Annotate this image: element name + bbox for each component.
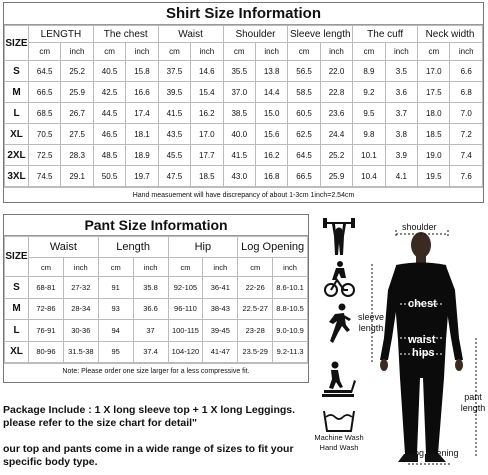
pant-size-table: [3, 214, 309, 383]
group-header: Neck width: [418, 26, 483, 43]
unit-cell: cm: [418, 43, 450, 61]
machine-wash-icon: [322, 408, 356, 434]
value-cell: 19.5: [418, 166, 450, 187]
value-cell: 15.6: [255, 124, 287, 145]
value-cell: 70.5: [29, 124, 61, 145]
units-row: [5, 258, 308, 277]
unit-cell: inch: [61, 43, 93, 61]
sizes-line: specific body type.: [3, 456, 98, 468]
value-cell: 64.5: [288, 145, 320, 166]
value-cell: 7.2: [450, 124, 483, 145]
table-row: [5, 277, 308, 299]
table-row: [5, 145, 483, 166]
value-cell: 17.4: [126, 103, 158, 124]
value-cell: 14.4: [255, 82, 287, 103]
cycling-icon: [322, 260, 356, 300]
value-cell: 39.5: [158, 82, 190, 103]
value-cell: 4.1: [385, 166, 417, 187]
size-cell: M: [5, 82, 29, 103]
sleeve-length-label: [356, 312, 386, 334]
value-cell: 58.5: [288, 82, 320, 103]
pant-line: pant: [464, 392, 482, 402]
shirt-table-title: Shirt Size Information: [4, 3, 483, 25]
unit-cell: inch: [63, 258, 98, 277]
value-cell: 24.4: [320, 124, 352, 145]
value-cell: 50.5: [93, 166, 125, 187]
unit-cell: cm: [29, 43, 61, 61]
value-cell: 16.2: [191, 103, 223, 124]
table-row: [5, 320, 308, 342]
value-cell: 16.8: [255, 166, 287, 187]
unit-cell: cm: [29, 258, 64, 277]
value-cell: 95: [98, 341, 133, 363]
value-cell: 100-115: [168, 320, 203, 342]
value-cell: 19.0: [418, 145, 450, 166]
group-header: Shoulder: [223, 26, 288, 43]
value-cell: 47.5: [158, 166, 190, 187]
value-cell: 17.0: [418, 61, 450, 82]
unit-cell: cm: [158, 43, 190, 61]
value-cell: 36.6: [133, 298, 168, 320]
unit-cell: inch: [320, 43, 352, 61]
value-cell: 6.8: [450, 82, 483, 103]
shirt-note: Hand measuement will have discrepancy of about 1-3cm 1inch=2.54cm: [4, 187, 483, 203]
value-cell: 10.4: [353, 166, 385, 187]
value-cell: 29.1: [61, 166, 93, 187]
value-cell: 3.6: [385, 82, 417, 103]
table-row: [5, 166, 483, 187]
value-cell: 23.5-29: [238, 341, 273, 363]
value-cell: 25.2: [61, 61, 93, 82]
value-cell: 7.0: [450, 103, 483, 124]
value-cell: 18.5: [191, 166, 223, 187]
unit-cell: inch: [385, 43, 417, 61]
size-header: SIZE: [5, 26, 29, 61]
value-cell: 46.5: [93, 124, 125, 145]
value-cell: 38.5: [223, 103, 255, 124]
value-cell: 14.6: [191, 61, 223, 82]
value-cell: 104-120: [168, 341, 203, 363]
group-header: The chest: [93, 26, 158, 43]
value-cell: 40.0: [223, 124, 255, 145]
shirt-size-grid: [4, 25, 483, 187]
value-cell: 13.8: [255, 61, 287, 82]
value-cell: 22.8: [320, 82, 352, 103]
value-cell: 3.7: [385, 103, 417, 124]
size-cell: M: [5, 298, 29, 320]
value-cell: 17.0: [191, 124, 223, 145]
table-row: [5, 124, 483, 145]
group-header: Waist: [158, 26, 223, 43]
hips-label: hips: [412, 347, 435, 359]
size-cell: 2XL: [5, 145, 29, 166]
value-cell: 40.5: [93, 61, 125, 82]
size-cell: XL: [5, 124, 29, 145]
size-header: SIZE: [5, 237, 29, 277]
group-header: Log Opening: [238, 237, 308, 258]
value-cell: 3.5: [385, 61, 417, 82]
value-cell: 16.6: [126, 82, 158, 103]
value-cell: 10.1: [353, 145, 385, 166]
unit-cell: cm: [168, 258, 203, 277]
group-header: LENGTH: [29, 26, 94, 43]
table-row: [5, 61, 483, 82]
value-cell: 22.5-27: [238, 298, 273, 320]
value-cell: 39-45: [203, 320, 238, 342]
group-header: Sleeve length: [288, 26, 353, 43]
group-header: The cuff: [353, 26, 418, 43]
wash-label: [308, 433, 370, 453]
value-cell: 15.4: [191, 82, 223, 103]
value-cell: 38-43: [203, 298, 238, 320]
value-cell: 19.7: [126, 166, 158, 187]
package-line: please refer to the size chart for detail": [3, 417, 198, 429]
unit-cell: inch: [133, 258, 168, 277]
value-cell: 72.5: [29, 145, 61, 166]
value-cell: 94: [98, 320, 133, 342]
unit-cell: inch: [191, 43, 223, 61]
value-cell: 96-110: [168, 298, 203, 320]
unit-cell: inch: [203, 258, 238, 277]
wash-line: Hand Wash: [319, 443, 359, 452]
value-cell: 37.0: [223, 82, 255, 103]
unit-cell: cm: [238, 258, 273, 277]
value-cell: 9.2-11.3: [273, 341, 308, 363]
sleeve-line: length: [358, 323, 384, 333]
unit-cell: cm: [353, 43, 385, 61]
value-cell: 37: [133, 320, 168, 342]
value-cell: 26.7: [61, 103, 93, 124]
value-cell: 9.2: [353, 82, 385, 103]
weightlifting-icon: [322, 215, 356, 259]
value-cell: 27.5: [61, 124, 93, 145]
value-cell: 43.5: [158, 124, 190, 145]
value-cell: 66.5: [288, 166, 320, 187]
value-cell: 6.6: [450, 61, 483, 82]
table-row: [5, 341, 308, 363]
value-cell: 45.5: [158, 145, 190, 166]
value-cell: 42.5: [93, 82, 125, 103]
value-cell: 48.5: [93, 145, 125, 166]
value-cell: 44.5: [93, 103, 125, 124]
group-header: Hip: [168, 237, 238, 258]
value-cell: 7.4: [450, 145, 483, 166]
waist-label: waist: [408, 334, 436, 346]
value-cell: 18.9: [126, 145, 158, 166]
unit-cell: inch: [450, 43, 483, 61]
value-cell: 27-32: [63, 277, 98, 299]
value-cell: 62.5: [288, 124, 320, 145]
value-cell: 41.5: [223, 145, 255, 166]
value-cell: 22.0: [320, 61, 352, 82]
pant-line: length: [460, 403, 486, 413]
pant-table-title: Pant Size Information: [4, 215, 308, 236]
shirt-rows: [5, 61, 483, 187]
value-cell: 35.8: [133, 277, 168, 299]
unit-cell: inch: [255, 43, 287, 61]
value-cell: 16.2: [255, 145, 287, 166]
value-cell: 35.5: [223, 61, 255, 82]
value-cell: 41.5: [158, 103, 190, 124]
value-cell: 56.5: [288, 61, 320, 82]
wash-line: Machine Wash: [314, 433, 364, 442]
value-cell: 80-96: [29, 341, 64, 363]
pant-length-label: [458, 392, 488, 414]
pant-size-grid: [4, 236, 308, 363]
sizes-text: [3, 443, 309, 469]
package-text: [3, 404, 309, 430]
shoulder-label: shoulder: [402, 222, 437, 232]
size-cell: XL: [5, 341, 29, 363]
value-cell: 92-105: [168, 277, 203, 299]
value-cell: 37.5: [158, 61, 190, 82]
sleeve-line: sleeve: [357, 312, 384, 322]
value-cell: 8.6-10.1: [273, 277, 308, 299]
value-cell: 74.5: [29, 166, 61, 187]
value-cell: 25.9: [320, 166, 352, 187]
value-cell: 23.6: [320, 103, 352, 124]
table-row: [5, 82, 483, 103]
group-header: Waist: [29, 237, 99, 258]
value-cell: 64.5: [29, 61, 61, 82]
value-cell: 68.5: [29, 103, 61, 124]
chest-label: chest: [408, 298, 437, 310]
value-cell: 68-81: [29, 277, 64, 299]
value-cell: 25.9: [61, 82, 93, 103]
value-cell: 18.5: [418, 124, 450, 145]
value-cell: 93: [98, 298, 133, 320]
table-row: [5, 298, 308, 320]
value-cell: 9.5: [353, 103, 385, 124]
shirt-size-table: [3, 2, 484, 203]
size-cell: S: [5, 61, 29, 82]
value-cell: 30-36: [63, 320, 98, 342]
value-cell: 91: [98, 277, 133, 299]
unit-cell: cm: [93, 43, 125, 61]
treadmill-icon: [320, 361, 358, 405]
value-cell: 36-41: [203, 277, 238, 299]
size-cell: 3XL: [5, 166, 29, 187]
value-cell: 9.8: [353, 124, 385, 145]
log-opening-label: log opening: [412, 448, 459, 458]
package-line: Package Include : 1 X long sleeve top + 1 X long Leggings.: [3, 404, 296, 416]
unit-cell: cm: [288, 43, 320, 61]
unit-cell: inch: [273, 258, 308, 277]
value-cell: 43.0: [223, 166, 255, 187]
running-icon: [324, 303, 354, 347]
value-cell: 76-91: [29, 320, 64, 342]
value-cell: 3.8: [385, 124, 417, 145]
units-row: [5, 43, 483, 61]
value-cell: 18.1: [126, 124, 158, 145]
value-cell: 72-86: [29, 298, 64, 320]
value-cell: 3.9: [385, 145, 417, 166]
size-cell: L: [5, 320, 29, 342]
value-cell: 66.5: [29, 82, 61, 103]
value-cell: 41-47: [203, 341, 238, 363]
value-cell: 15.0: [255, 103, 287, 124]
value-cell: 37.4: [133, 341, 168, 363]
pant-rows: [5, 277, 308, 363]
value-cell: 7.6: [450, 166, 483, 187]
table-row: [5, 103, 483, 124]
value-cell: 28-34: [63, 298, 98, 320]
group-header: Length: [98, 237, 168, 258]
unit-cell: inch: [126, 43, 158, 61]
value-cell: 60.5: [288, 103, 320, 124]
value-cell: 9.0-10.9: [273, 320, 308, 342]
value-cell: 17.5: [418, 82, 450, 103]
value-cell: 22-26: [238, 277, 273, 299]
value-cell: 25.2: [320, 145, 352, 166]
value-cell: 15.8: [126, 61, 158, 82]
sizes-line: our top and pants come in a wide range of sizes to fit your: [3, 443, 294, 455]
unit-cell: cm: [223, 43, 255, 61]
value-cell: 28.3: [61, 145, 93, 166]
value-cell: 18.0: [418, 103, 450, 124]
value-cell: 17.7: [191, 145, 223, 166]
unit-cell: cm: [98, 258, 133, 277]
size-cell: L: [5, 103, 29, 124]
value-cell: 8.8-10.5: [273, 298, 308, 320]
value-cell: 23-28: [238, 320, 273, 342]
pant-note: Note: Please order one size larger for a less compressive fit.: [4, 363, 308, 380]
value-cell: 31.5-38: [63, 341, 98, 363]
size-cell: S: [5, 277, 29, 299]
value-cell: 8.9: [353, 61, 385, 82]
